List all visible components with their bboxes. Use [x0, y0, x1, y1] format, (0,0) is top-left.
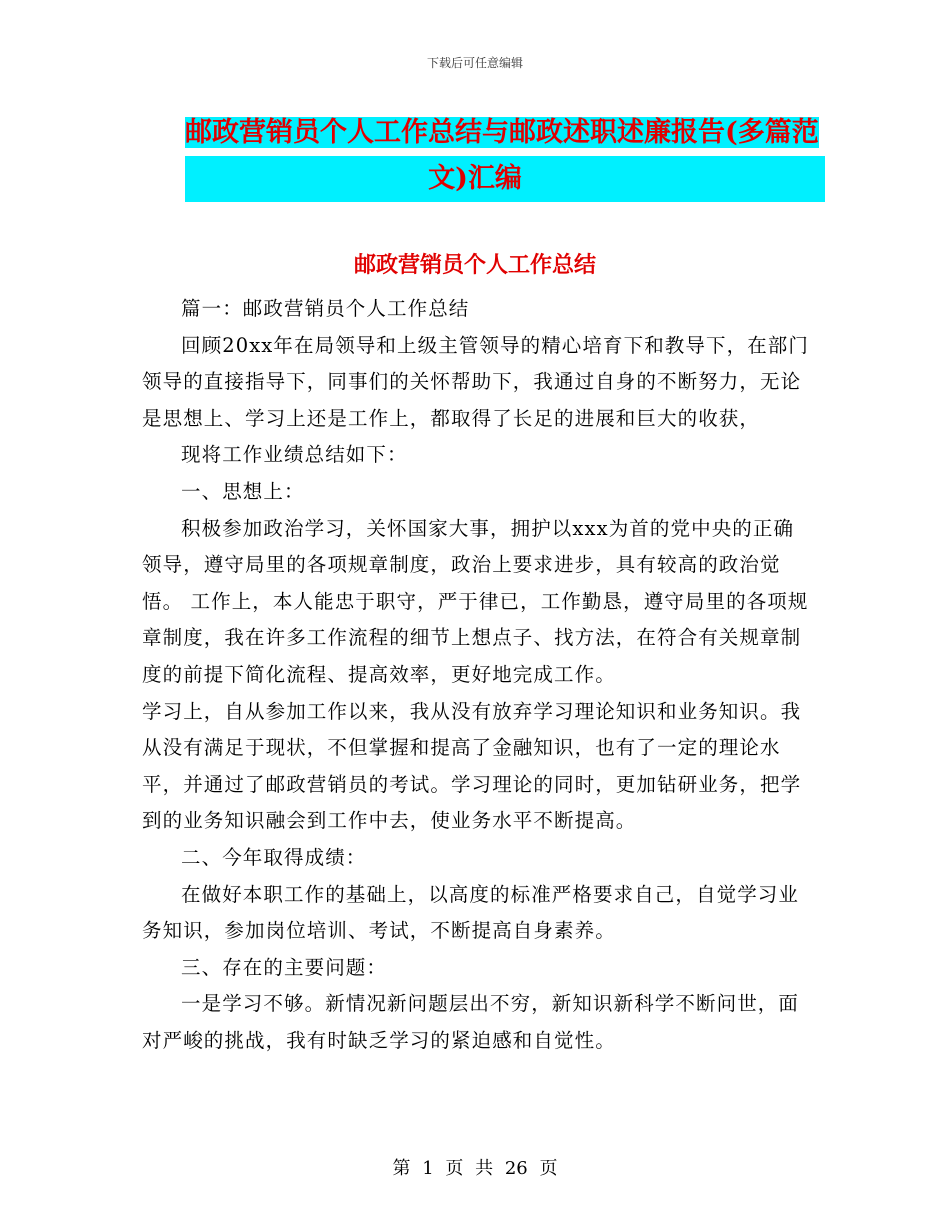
section-title: 邮政营销员个人工作总结: [353, 252, 596, 278]
body-text: [142, 291, 810, 1059]
paragraph-7: 二、今年取得成绩：: [181, 845, 367, 869]
paragraph-2: 回顾20xx年在局领导和上级主管领导的精心培育下和教导下，在部门领导的直接指导下，同事们的关怀帮助下，我通过自身的不断努力，无论是思想上、学习上还是工作上，都取得了长足的进展和巨大的收获，: [142, 333, 810, 430]
paragraph-4: 一、思想上：: [181, 479, 305, 503]
document-title: [185, 110, 825, 202]
paragraph-6: 学习上，自从参加工作以来，我从没有放弃学习理论知识和业务知识。我从没有满足于现状，不但掌握和提高了金融知识，也有了一定的理论水平，并通过了邮政营销员的考试。学习理论的同时，更加钻研业务，把学到的业务知识融会到工作中去，使业务水平不断提高。: [142, 699, 802, 833]
header-note: 下载后可任意编辑: [426, 56, 523, 70]
paragraph-10: 一是学习不够。新情况新问题层出不穷，新知识新科学不断问世，面对严峻的挑战，我有时缺乏学习的紧迫感和自觉性。: [142, 992, 800, 1052]
document-title-line1: 邮政营销员个人工作总结与邮政述职述廉报告(多篇范: [185, 117, 819, 148]
paragraph-9: 三、存在的主要问题：: [181, 955, 388, 979]
paragraph-5: 积极参加政治学习，关怀国家大事，拥护以xxx为首的党中央的正确领导，遵守局里的各项规章制度，政治上要求进步，具有较高的政治觉悟。 工作上，本人能忠于职守，严于律已，工作勤恳，遵守局里的各项规章制度，我在许多工作流程的细节上想点子、找方法，在符合有关规章制度的前提下简化流程、提高效率，更好地完成工作。: [142, 516, 809, 686]
document-title-line2: 文)汇编: [428, 163, 522, 194]
page-number: 第 1 页 共 26 页: [392, 1158, 558, 1179]
paragraph-8: 在做好本职工作的基础上，以高度的标准严格要求自己，自觉学习业务知识，参加岗位培训、考试，不断提高自身素养。: [142, 882, 800, 943]
paragraph-1: 篇一：邮政营销员个人工作总结: [181, 297, 470, 320]
paragraph-3: 现将工作业绩总结如下：: [181, 443, 408, 467]
